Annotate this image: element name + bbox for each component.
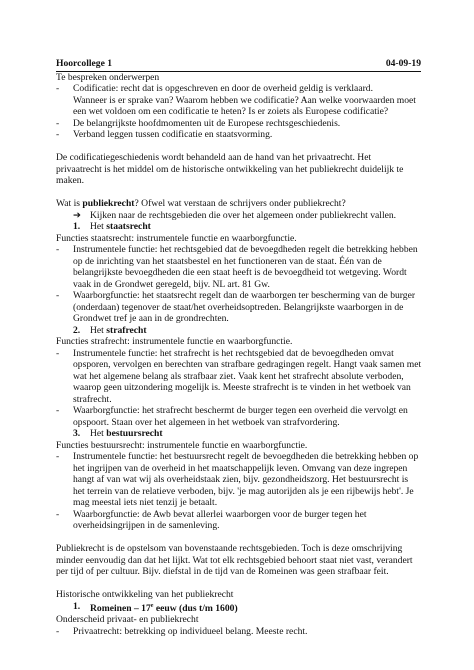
bullet-item [56, 509, 421, 532]
text-line: Instrumentele functie: het bestuursrecht regelt de bevoegdheden die betrekking hebben op [73, 451, 419, 462]
text-line: Instrumentele functie: het strafrecht is het rechtsgebied dat de bevoegdheden omvat [73, 347, 394, 359]
history-line: Onderscheid privaat- en publiekrecht [56, 614, 199, 626]
text-line: opspoort. Staan over het algemeen in het wetboek van strafvordering. [73, 416, 340, 428]
text-line: een wet voldoen om een codificatie te heten? Is er zoiets als Europese codificatie? [73, 106, 389, 117]
text-line: Codificatie: recht dat is opgeschreven en door de overheid geldig is verklaard. [73, 83, 373, 94]
section-heading: 2. Het strafrecht [73, 324, 147, 336]
history-bullet: - Privaatrecht: betrekking op individueel belang. Meeste recht. [56, 625, 308, 637]
bullet-item [56, 451, 421, 509]
text-line: belangrijkste bevoegdheden die een staat heeft is de bevoegdheid tot wetgeving. Wordt [73, 267, 407, 278]
text-line: Publiekrecht is de opstelsom van bovenstaande rechtsgebieden. Toch is deze omschrijving [56, 543, 403, 554]
history-item: 1. Romeinen – 17e eeuw (dus t/m 1600) [73, 600, 238, 614]
arrow-right-icon: ➔ [73, 209, 82, 221]
text-line: wat het algemene belang als strafbaar ziet. Vaak kent het strafrecht absolute verboden, [73, 370, 404, 382]
text-line: Verband leggen tussen codificatie en staatsvorming. [73, 129, 273, 140]
summary-paragraph [56, 543, 421, 578]
text-line: privaatrecht is het middel om de historische ontwikkeling van het publiekrecht duidelijk te [56, 163, 404, 175]
bullet-item [56, 405, 421, 428]
dash-marker: - [56, 347, 60, 359]
dash-marker: - [56, 405, 60, 416]
text-line: opsporen, vervolgen en berechten van strafbare gedragingen regelt. Hangt vaak samen met [73, 359, 422, 370]
text-line: vaak in de Grondwet geregeld, bijv. NL art. 81 Gw. [73, 278, 270, 290]
dash-marker: - [56, 83, 60, 94]
dash-marker: - [56, 244, 60, 255]
history-heading: Historische ontwikkeling van het publiekrecht [56, 589, 234, 600]
dash-marker: - [56, 117, 60, 129]
law-sections [56, 221, 421, 532]
text-line: op de inrichting van het staatsbestel en het functioneren van de staat. Één van de [73, 255, 382, 267]
lecture-title: Hoorcollege 1 [56, 58, 113, 69]
lecture-date: 04-09-19 [385, 58, 421, 69]
document-header [56, 58, 421, 72]
intro-paragraph [56, 152, 421, 187]
bullet-item [56, 244, 421, 290]
arrow-point: ➔ Kijken naar de rechtsgebieden die over het algemeen onder publiekrecht vallen. [73, 209, 397, 221]
bullet-item [56, 118, 421, 130]
section-heading: 1. Het staatsrecht [73, 221, 151, 232]
section-intro: Functies staatsrecht: instrumentele functie en waarborgfunctie. [56, 232, 297, 244]
dash-marker: - [56, 290, 60, 301]
text-line: Grondwet tref je aan in de grondrechten. [73, 313, 229, 324]
text-line: minder eenvoudig dan dat het lijkt. Wat tot elk rechtsgebied behoort staat niet vast, verandert [56, 554, 413, 566]
dash-marker: - [56, 129, 60, 140]
text-line: Waarborgfunctie: het staatsrecht regelt dan de waarborgen ter bescherming van de burger [73, 290, 416, 301]
text-line: (onderdaan) tegenover de staat/het overheidsoptreden. Belangrijkste waarborgen in de [73, 301, 404, 313]
text-line: waarop geen uitzondering mogelijk is. Meeste strafrecht is te vinden in het wetboek van [73, 382, 411, 393]
bullet-item [56, 290, 421, 325]
text-line: per tijd of per cultuur. Bijv. diefstal in de tijd van de Romeinen was geen strafbaar feit. [56, 566, 389, 577]
question-line: Wat is publiekrecht? Ofwel wat verstaan de schrijvers onder publiekrecht? [56, 198, 346, 209]
text-line: Wanneer is er sprake van? Waarom hebben we codificatie? Aan welke voorwaarden moet [73, 94, 416, 106]
text-line: De codificatiegeschiedenis wordt behandeld aan de hand van het privaatrecht. Het [56, 152, 372, 163]
text-line: het ingrijpen van de overheid in het maatschappelijk leven. Omvang van deze ingrepen [73, 462, 408, 474]
text-line: hangt af van wat wij als overheidstaak zien, bijv. gezondheidszorg. Het bestuursrecht is [73, 474, 409, 485]
text-line: Waarborgfunctie: het strafrecht beschermt de burger tegen een overheid die vervolgt en [73, 405, 408, 416]
text-line: overheidsingrijpen in de samenleving. [73, 520, 220, 531]
bullet-item [56, 348, 421, 406]
bullet-item [56, 83, 421, 118]
text-line: het terrein van de relatieve verboden, bijv. 'je mag autorijden als je een rijbewijs hebt'. Je [73, 485, 414, 497]
section-intro: Functies bestuursrecht: instrumentele functie en waarborgfunctie. [56, 439, 308, 451]
dash-marker: - [56, 451, 60, 462]
topics-heading: Te bespreken onderwerpen [56, 71, 160, 83]
document-body [56, 58, 421, 637]
topics-list [56, 83, 421, 141]
text-line: Instrumentele functie: het rechtsgebied dat de bevoegdheden regelt die betrekking hebben [73, 244, 418, 255]
question-term: publiekrecht [82, 198, 135, 209]
text-line: Waarborgfunctie: de Awb bevat allerlei waarborgen voor de burger tegen het [73, 508, 367, 520]
section-intro: Functies strafrecht: instrumentele functie en waarborgfunctie. [56, 336, 293, 347]
text-line: De belangrijkste hoofdmomenten uit de Europese rechtsgeschiedenis. [73, 117, 341, 129]
dash-marker: - [56, 508, 60, 520]
bullet-item [56, 129, 421, 141]
section-heading: 3. Het bestuursrecht [73, 428, 163, 439]
text-line: strafrecht. [73, 393, 112, 405]
text-line: maken. [56, 175, 84, 186]
text-line: mag meestal iets niet tenzij je betaalt. [73, 497, 218, 508]
